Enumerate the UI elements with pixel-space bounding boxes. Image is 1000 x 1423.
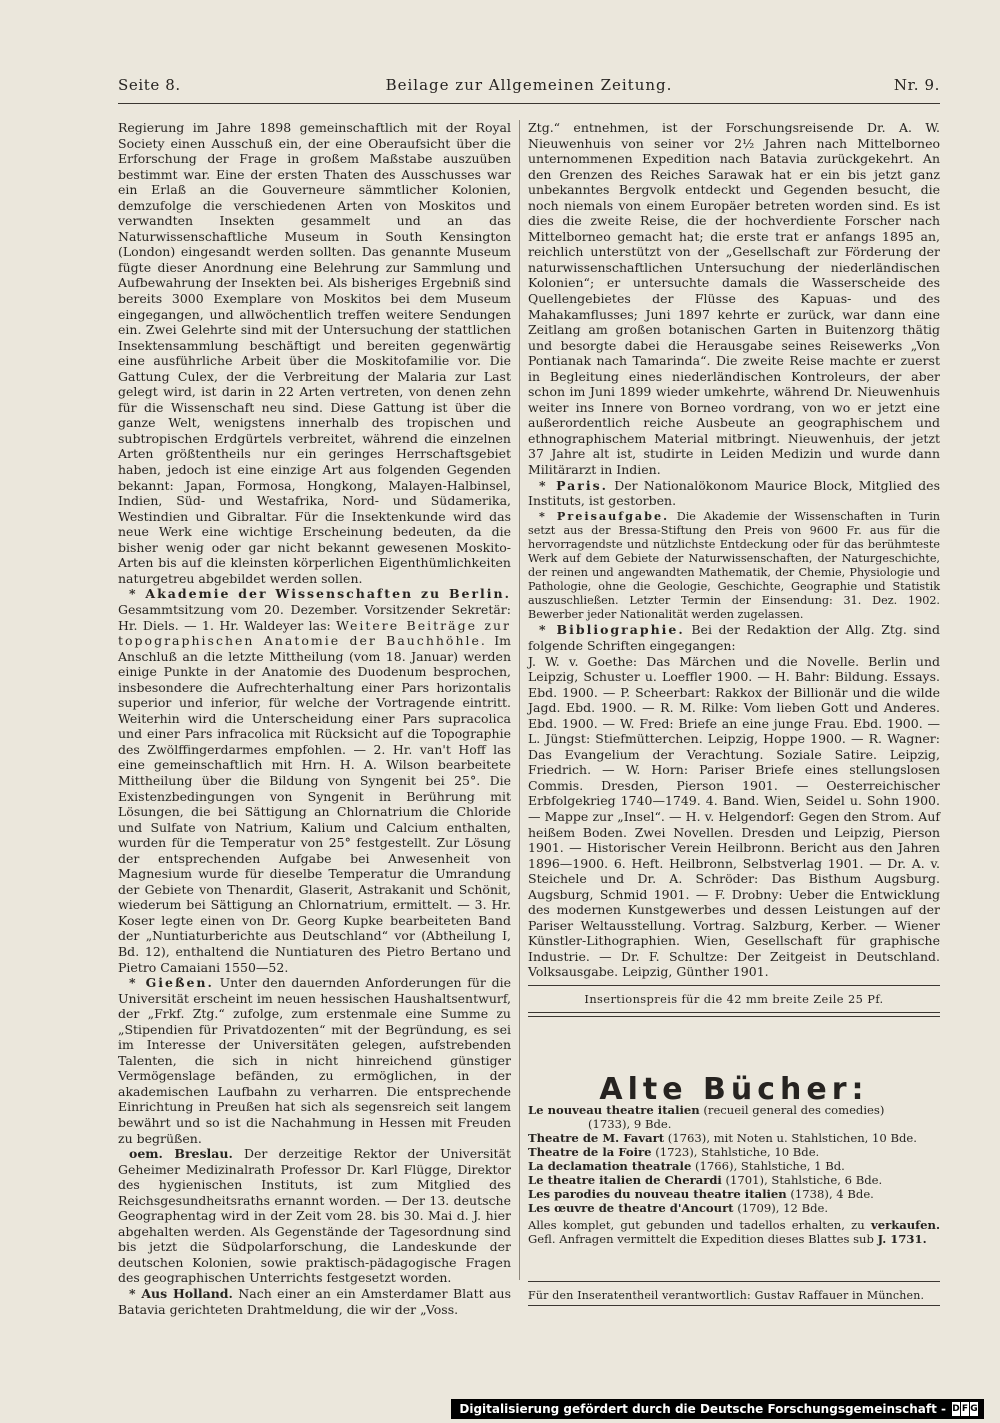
ad-book-item: Theatre de M. Favart (1763), mit Noten u. Stahlstichen, 10 Bde. [528, 1131, 917, 1145]
ad-book-item: (1733), 9 Bde. [588, 1117, 672, 1131]
article-akademie-berlin: * Akademie der Wissenschaften zu Berlin. Gesammtsitzung vom 20. Dezember. Vorsitzender Sekretär: Hr. Diels. — 1. Hr. Waldeyer las: Weitere Beiträge zur topographischen Anatomie der Bauchhöhle. Im Anschluß an die letzte Mittheilung (vom 18. Januar) werden einige Punkte in der Anatomie des Duodenum besprochen, insbesondere die Aufrechterhaltung einer Pars horizontalis superior und inferior, für welche der Vortragende eintritt. Weiterhin wird die Unterscheidung einer Pars supracolica und einer Pars infracolica mit Rücksicht auf die Topographie des Zwölffingerdarmes empfohlen. — 2. Hr. van't Hoff las eine gemeinschaftlich mit Hrn. H. A. Wilson bearbeitete Mittheilung über die Bildung von Syngenit bei 25°. Die Existenzbedingungen von Syngenit in Berührung mit Lösungen, die bei Sättigung an Chlornatrium die Chloride und Sulfate von Natrium, Kalium und Calcium enthalten, wurden für die Temperatur von 25° festgestellt. Zur Lösung der entsprechenden Aufgabe bei Anwesenheit von Magnesium wurde für dieselbe Temperatur die Umrandung der Gebiete von Thenardit, Glaserit, Astrakanit und Schönit, wiederum bei Sättigung an Chlornatrium, ermittelt. — 3. Hr. Koser legte einen von Dr. Georg Kupke bearbeiteten Band der „Nuntiaturberichte aus Deutschland“ vor (Abtheilung I, Bd. 12), enthaltend die Nuntiaturen des Pietro Bertano und Pietro Camaiani 1550—52. [118, 586, 512, 975]
advertisement [528, 1072, 940, 1246]
article-breslau: oem. Breslau. Der derzeitige Rektor der Universität Geheimer Medizinalrath Professor Dr. Karl Flügge, Direktor des hygienischen Instituts, ist zum Mitglied des Reichsgesundheitsraths ernannt worden. — Der 13. deutsche Geographentag wird in der Zeit vom 28. bis 30. Mai d. J. hier abgehalten werden. Als Gegenstände der Tagesordnung sind bis jetzt die Südpolarforschung, die Landeskunde der deutschen Kolonien, sowie praktisch-pädagogische Fragen des geographischen Unterrichts festgesetzt worden. [118, 1146, 512, 1286]
section-rule [528, 1016, 940, 1017]
article-preisaufgabe: * Preisaufgabe. Die Akademie der Wissenschaften in Turin setzt aus der Bressa-Stiftung den Preis von 9600 Fr. aus für die hervorragendste und nützlichste Entdeckung oder für das berühmteste Werk auf dem Gebiete der Naturwissenschaften, der Naturgeschichte, der reinen und angewandten Mathematik, der Chemie, Physiologie und Pathologie, ohne die Geologie, Geschichte, Geographie und Statistik auszuschließen. Letzter Termin der Einsendung: 31. Dez. 1902. Bewerber jeder Nationalität werden zugelassen. [528, 508, 940, 622]
page-number: Seite 8. [118, 76, 181, 94]
article-heading: * Gießen. [129, 975, 214, 991]
page-title: Beilage zur Allgemeinen Zeitung. [385, 76, 673, 94]
digitization-credit [451, 1399, 984, 1419]
page-header [118, 76, 940, 102]
insertion-price: Insertionspreis für die 42 mm breite Zeile 25 Pf. [584, 992, 884, 1006]
ad-footer: Alles komplet, gut gebunden und tadellos erhalten, zu verkaufen. Gefl. Anfragen vermittelt die Expedition dieses Blattes sub J. 1731. [528, 1218, 940, 1246]
article-holland: * Aus Holland. Nach einer an ein Amsterdamer Blatt aus Batavia gerichteten Drahtmeldung, die wir der „Voss. [118, 1286, 511, 1317]
ad-book-list [528, 1103, 940, 1215]
issue-number: Nr. 9. [893, 76, 940, 94]
ad-book-item: Le theatre italien de Cherardi (1701), Stahlstiche, 6 Bde. [528, 1173, 883, 1187]
section-rule [528, 1281, 940, 1282]
article-bibliographie: * Bibliographie. Bei der Redaktion der Allg. Ztg. sind folgende Schriften eingegangen: [528, 622, 940, 653]
ad-book-item: Le nouveau theatre italien (recueil general des comedies) [528, 1103, 885, 1117]
column-divider [519, 120, 520, 1280]
article-heading: * Preisaufgabe. [539, 508, 670, 523]
header-rule [118, 103, 940, 104]
article-heading: oem. Breslau. [129, 1146, 233, 1162]
imprint-line: Für den Inseratentheil verantwortlich: Gustav Raffauer in München. [528, 1289, 925, 1302]
article-mosquito-research: Regierung im Jahre 1898 gemeinschaftlich mit der Royal Society einen Ausschuß ein, der eine Oberaufsicht über die Erforschung der Frage in großem Maßstabe auszuüben bestimmt war. Eine der ersten Thaten des Ausschusses war ein Erlaß an die Gouverneure sämmtlicher Kolonien, demzufolge die verschiedenen Arten von Moskitos und verwandten Insekten gesammelt und an das Naturwissenschaftliche Museum in South Kensington (London) eingesandt werden sollten. Das genannte Museum fügte dieser Anordnung eine Belehrung zur Sammlung und Aufbewahrung der Insekten bei. Als bisheriges Ergebniß sind bereits 3000 Exemplare von Moskitos bei dem Museum eingegangen, und allwöchentlich treffen weitere Sendungen ein. Zwei Gelehrte sind mit der Untersuchung der stattlichen Insektensammlung beschäftigt und bereiten gegenwärtig eine ausführliche Arbeit über die Moskitofamilie vor. Die Gattung Culex, der die Verbreitung der Malaria zur Last gelegt wird, ist darin in 22 Arten vertreten, von denen zehn für die Wissenschaft neu sind. Diese Gattung ist über die ganze Welt, wenigstens innerhalb des tropischen und subtropischen Erdgürtels verbreitet, während die einzelnen Arten größtentheils nur ein geringes Herrschaftsgebiet haben, jedoch ist eine einzige Art aus folgenden Gegenden bekannt: Japan, Formosa, Hongkong, Malayen-Halbinsel, Indien, Süd- und Westafrika, Nord- und Südamerika, Westindien und Gibraltar. Für die Insektenkunde wird das neue Werk eine wichtige Erscheinung bedeuten, da die bisher wenig oder gar nicht bekannt gewesenen Moskito-Arten bis auf die kleinsten körperlichen Eigenthümlichkeiten naturgetreu abgebildet werden sollen. [118, 120, 511, 586]
article-giessen: * Gießen. Unter den dauernden Anforderungen für die Universität erscheint im neuen hessischen Haushaltsentwurf, der „Frkf. Ztg.“ zufolge, zum erstenmale eine Summe zu „Stipendien für Privatdozenten“ mit der Begründung, es sei im Interesse der Universitäten gelegen, aufstrebenden Talenten, die sich in nicht hinreichend günstiger Vermögenslage befänden, zu ermöglichen, in der akademischen Laufbahn zu verharren. Die entsprechende Einrichtung in Preußen hat sich als segensreich seit langem bewährt und so ist die Nachahmung in Hessen mit Freuden zu begrüßen. [118, 975, 511, 1146]
section-rule [528, 985, 940, 986]
credit-text: Digitalisierung gefördert durch die Deutsche Forschungsgemeinschaft - [459, 1402, 946, 1416]
article-paris: * Paris. Der Nationalökonom Maurice Block, Mitglied des Instituts, ist gestorben. [528, 477, 940, 509]
article-heading: * Bibliographie. [539, 622, 685, 638]
article-heading: * Paris. [539, 477, 608, 493]
ad-book-item: Les œuvre de theatre d'Ancourt (1709), 12 Bde. [528, 1201, 829, 1215]
section-rule [528, 1012, 940, 1013]
ad-title: Alte Bücher: [599, 1072, 869, 1107]
ad-book-item: Theatre de la Foire (1723), Stahlstiche, 10 Bde. [528, 1145, 820, 1159]
right-column [528, 120, 940, 980]
bibliography-list: J. W. v. Goethe: Das Märchen und die Novelle. Berlin und Leipzig, Schuster u. Loeffler 1900. — H. Bahr: Bildung. Essays. Ebd. 1900. — P. Scheerbart: Rakkox der Billionär und die wilde Jagd. Ebd. 1900. — R. M. Rilke: Vom lieben Gott und Anderes. Ebd. 1900. — W. Fred: Briefe an eine junge Frau. Ebd. 1900. — L. Jüngst: Stiefmütterchen. Leipzig, Hoppe 1900. — R. Wagner: Das Evangelium der Verachtung. Soziale Satire. Leipzig, Friedrich. — W. Horn: Pariser Briefe eines stellungslosen Commis. Dresden, Pierson 1901. — Oesterreichischer Erbfolgekrieg 1740—1749. 4. Band. Wien, Seidel u. Sohn 1900. — Mappe zur „Insel“. — H. v. Helgendorf: Gegen den Strom. Auf heißem Boden. Zwei Novellen. Dresden und Leipzig, Pierson 1901. — Historischer Verein Heilbronn. Bericht aus den Jahren 1896—1900. 6. Heft. Heilbronn, Selbstverlag 1901. — Dr. A. v. Steichele und Dr. A. Schröder: Das Bisthum Augsburg. Augsburg, Schmid 1901. — F. Drobny: Ueber die Entwicklung des modernen Kunstgewerbes und dessen Leistungen auf der Pariser Weltausstellung. Vortrag. Salzburg, Kerber. — Wiener Künstler-Lithographien. Wien, Gesellschaft für graphische Industrie. — Dr. F. Schultze: Der Zeitgeist in Deutschland. Volksausgabe. Leipzig, Günther 1901. [528, 653, 940, 980]
left-column [118, 120, 511, 1317]
ad-book-item: Les parodies du nouveau theatre italien (1738), 4 Bde. [528, 1187, 874, 1201]
dfg-logo: D F G [952, 1404, 978, 1414]
ad-book-item: La declamation theatrale (1766), Stahlstiche, 1 Bd. [528, 1159, 845, 1173]
article-heading: * Aus Holland. [129, 1286, 233, 1302]
article-nieuwenhuis: Ztg.“ entnehmen, ist der Forschungsreisende Dr. A. W. Nieuwenhuis von seiner vor 2½ Jahren nach Mittelborneo unternommenen Expedition nach Batavia zurückgekehrt. An den Grenzen des Reiches Sarawak hat er ein bis jetzt ganz unbekanntes Bergvolk entdeckt und Gegenden besucht, die noch niemals von einem Europäer betreten worden sind. Es ist dies die zweite Reise, die der hochverdiente Forscher nach Mittelborneo gemacht hat; die erste trat er anfangs 1895 an, reichlich unterstützt von der „Gesellschaft zur Förderung der naturwissenschaftlichen Untersuchung der niederländischen Kolonien“; er untersuchte damals die Wasserscheide des Quellengebietes der Flüsse des Kapuas- und des Mahakamflusses; Juni 1897 kehrte er zurück, war dann eine Zeitlang am großen botanischen Garten in Buitenzorg thätig und besorgte dabei die Herausgabe seines Reisewerks „Von Pontianak nach Tamarinda“. Die zweite Reise machte er zuerst in Begleitung eines niederländischen Kontroleurs, der aber schon im Juni 1899 wieder umkehrte, während Dr. Nieuwenhuis weiter ins Innere von Borneo vordrang, von wo er jetzt eine außerordentlich reiche Ausbeute an geographischem und ethnographischem Material mitbringt. Nieuwenhuis, der jetzt 37 Jahre alt ist, studirte in Leiden Medizin und wurde dann Militärarzt in Indien. [528, 120, 940, 478]
section-rule [528, 1305, 940, 1306]
lecture-title: Weitere Beiträge zur topographischen Anatomie der Bauchhöhle. [118, 617, 511, 649]
article-heading: * Akademie der Wissenschaften zu Berlin. [129, 586, 511, 602]
